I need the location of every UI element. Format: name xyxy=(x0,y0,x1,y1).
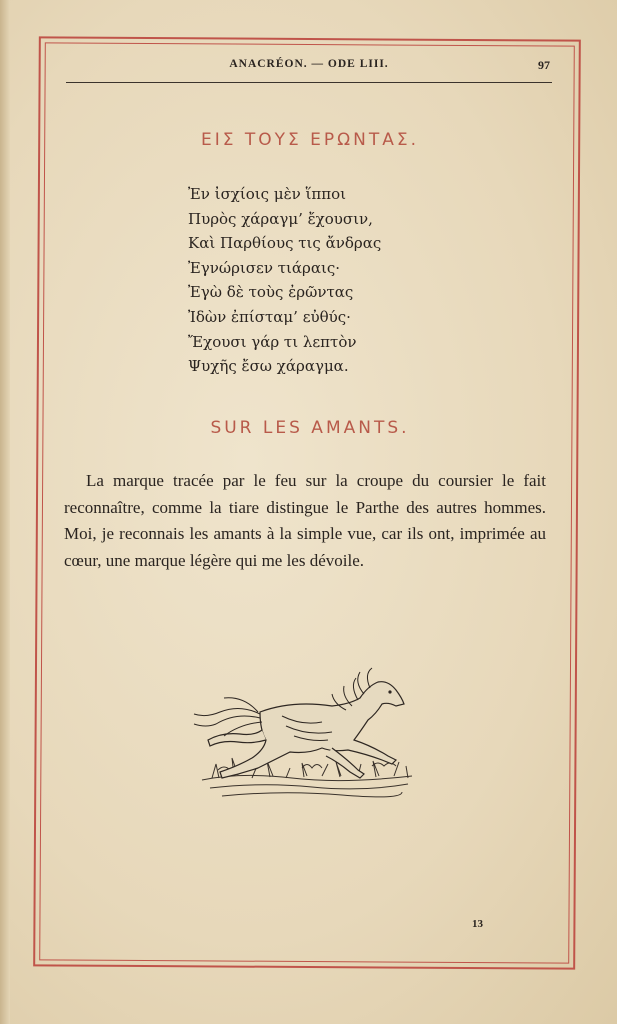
poem-line: Ψυχῆς ἔσω χάραγμα. xyxy=(188,357,349,376)
poem-line: Ἰδὼν ἐπίσταμ’ εὐθύς· xyxy=(188,307,351,326)
poem-line: Πυρὸς χάραγμ’ ἔχουσιν, xyxy=(188,209,373,228)
page-header xyxy=(66,56,552,83)
page-binding-edge xyxy=(0,0,10,1024)
greek-title: ΕΙΣ ΤΟΥΣ ΕΡΩΝΤΑΣ. xyxy=(200,130,420,150)
greek-poem xyxy=(188,182,488,379)
poem-line: Ἐγὼ δὲ τοὺς ἐρῶντας xyxy=(188,283,354,302)
galloping-horse-icon xyxy=(182,660,432,810)
page-number: 97 xyxy=(538,58,550,72)
running-head: ANACRÉON. — ODE LIII. xyxy=(229,58,389,70)
poem-line: Ἔχουσι γάρ τι λεπτὸν xyxy=(188,332,357,351)
poem-line: Καὶ Παρθίους τις ἄνδρας xyxy=(188,234,382,253)
poem-line: Ἐγνώρισεν τιάραις· xyxy=(188,258,341,277)
french-translation: La marque tracée par le feu sur la croupe du coursier le fait reconnaître, comme la tiare distingue le Parthe des autres hommes. Moi, je reconnais les amants à la simple vue, car ils ont, imprimée au cœur, une marque légère qui me les dévoile. xyxy=(64,471,546,570)
french-title: SUR LES AMANTS. xyxy=(210,418,410,438)
poem-line: Ἐν ἰσχίοις μὲν ἵπποι xyxy=(188,185,347,203)
horse-eye xyxy=(388,690,391,693)
signature-mark: 13 xyxy=(472,918,483,930)
grass-ground xyxy=(202,758,412,797)
